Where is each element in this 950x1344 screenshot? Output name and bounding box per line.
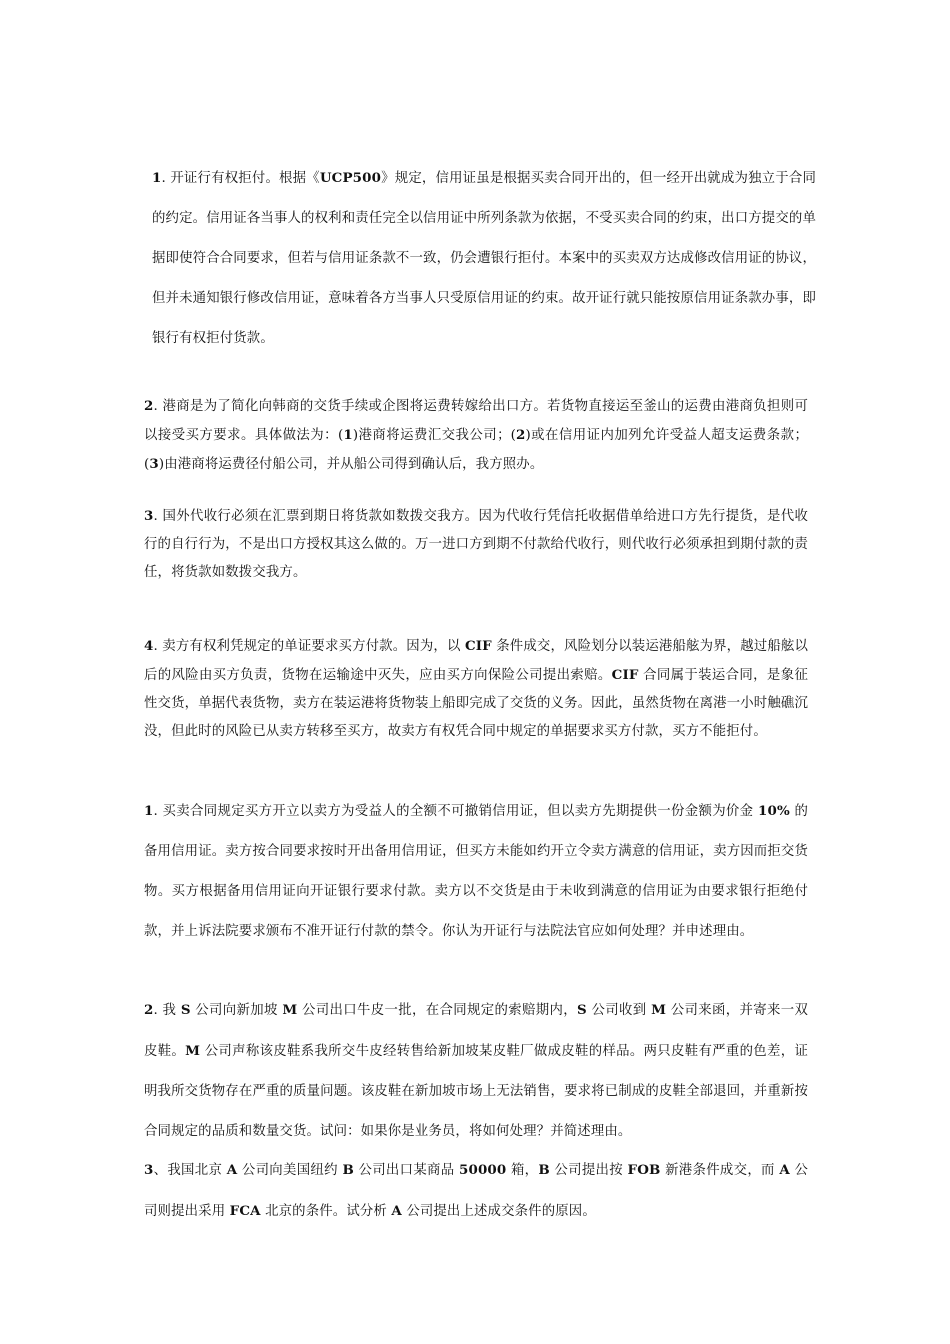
paragraph-question-1 xyxy=(144,791,808,952)
bold-text-run: 1 xyxy=(152,170,162,186)
bold-text-run: 1 xyxy=(144,803,154,819)
text-run: 公司提出按 xyxy=(549,1163,628,1178)
bold-text-run: A xyxy=(779,1162,790,1178)
bold-text-run: 3 xyxy=(149,456,159,472)
text-run: 、我国北京 xyxy=(153,1163,227,1178)
text-run: 公司则提出采用 xyxy=(144,1163,808,1219)
bold-text-run: M xyxy=(185,1043,201,1059)
text-run: 合同属于装运合同，是象征性交货，单据代表货物，卖方在装运港将货物装上船即完成了交货的义务。因此，虽然货物在离港一小时触礁沉没，但此时的风险已从卖方转移至买方，故卖方有权凭合同中规定的单据要求买方付款，买方不能拒付。 xyxy=(144,668,808,739)
paragraph-answer-1 xyxy=(144,158,816,359)
text-run: )或在信用证内加列允许受益人超支运费条款；( xyxy=(144,428,808,472)
bold-text-run: 3 xyxy=(144,1162,154,1178)
text-run: . 国外代收行必须在汇票到期日将货款如数拨交我方。因为代收行凭信托收据借单给进口方先行提货，是代收行的自行行为，不是出口方授权其这么做的。万一进口方到期不付款给代收行，则代收行必须承担到期付款的责任，将货款如数拨交我方。 xyxy=(144,509,808,580)
text-run: . 买卖合同规定买方开立以卖方为受益人的全额不可撤销信用证，但以卖方先期提供一份金额为价金 xyxy=(153,804,759,819)
bold-text-run: B xyxy=(342,1162,354,1178)
bold-text-run: 50000 xyxy=(459,1162,507,1178)
text-run: 的备用信用证。卖方按合同要求按时开出备用信用证，但买方未能如约开立令卖方满意的信用证，卖方因而拒交货物。买方根据备用信用证向开证银行要求付款。卖方以不交货是由于未收到满意的信用证为由要求银行拒绝付款，并上诉法院要求颁布不准开证行付款的禁令。你认为开证行与法院法官应如何处理？并申述理由。 xyxy=(144,804,808,939)
text-run: )港商将运费汇交我公司；( xyxy=(352,428,517,443)
bold-text-run: CIF xyxy=(464,638,492,654)
paragraph-answer-2 xyxy=(144,392,808,479)
bold-text-run: S xyxy=(180,1002,191,1018)
text-run: 公司收到 xyxy=(586,1003,652,1018)
bold-text-run: M xyxy=(651,1002,667,1018)
paragraph-answer-4 xyxy=(144,632,808,746)
text-run: 箱， xyxy=(506,1163,539,1178)
paragraph-question-2 xyxy=(144,990,808,1152)
bold-text-run: M xyxy=(282,1002,298,1018)
text-run: 公司来函，并寄来一双皮鞋。 xyxy=(144,1003,808,1059)
text-run: 北京的条件。试分析 xyxy=(260,1204,392,1219)
paragraph-question-3 xyxy=(144,1150,808,1232)
bold-text-run: A xyxy=(226,1162,238,1178)
text-run: 公司向美国纽约 xyxy=(237,1163,343,1178)
paragraph-answer-3 xyxy=(144,502,808,587)
text-run: . 开证行有权拒付。根据《 xyxy=(161,171,320,186)
bold-text-run: S xyxy=(577,1002,587,1018)
bold-text-run: 3 xyxy=(144,508,154,524)
bold-text-run: 2 xyxy=(144,398,154,414)
text-run: . 我 xyxy=(153,1003,181,1018)
bold-text-run: 10% xyxy=(758,803,790,819)
bold-text-run: FOB xyxy=(627,1162,661,1178)
text-run: 》规定，信用证虽是根据买卖合同开出的，但一经开出就成为独立于合同的约定。信用证各当事人的权利和责任完全以信用证中所列条款为依据，不受买卖合同的约束，出口方提交的单据即使符合合同要求，但若与信用证条款不一致，仍会遭银行拒付。本案中的买卖双方达成修改信用证的协议，但并未通知银行修改信用证，意味着各方当事人只受原信用证的约束。故开证行就只能按原信用证条款办事，即银行有权拒付货款。 xyxy=(152,171,816,346)
text-run: 公司出口某商品 xyxy=(353,1163,460,1178)
bold-text-run: UCP500 xyxy=(319,170,382,186)
text-run: 公司向新加坡 xyxy=(190,1003,283,1018)
text-run: . 港商是为了简化向韩商的交货手续或企图将运费转嫁给出口方。若货物直接运至釜山的运费由港商负担则可以接受买方要求。具体做法为：( xyxy=(144,399,808,443)
bold-text-run: FCA xyxy=(229,1203,261,1219)
text-run: 新港条件成交，而 xyxy=(660,1163,780,1178)
bold-text-run: 4 xyxy=(144,638,154,654)
text-run: 公司声称该皮鞋系我所交牛皮经转售给新加坡某皮鞋厂做成皮鞋的样品。两只皮鞋有严重的色差，证明我所交货物存在严重的质量问题。该皮鞋在新加坡市场上无法销售，要求将已制成的皮鞋全部退回，并重新按合同规定的品质和数量交货。试问：如果你是业务员，将如何处理？并简述理由。 xyxy=(144,1044,808,1139)
bold-text-run: 2 xyxy=(144,1002,154,1018)
bold-text-run: B xyxy=(538,1162,550,1178)
bold-text-run: A xyxy=(391,1203,402,1219)
text-run: )由港商将运费径付船公司，并从船公司得到确认后，我方照办。 xyxy=(158,457,544,472)
text-run: 条件成交，风险划分以装运港船舷为界，越过船舷以后的风险由买方负责，货物在运输途中灭失，应由买方向保险公司提出索赔。 xyxy=(144,639,808,683)
text-run: 公司提出上述成交条件的原因。 xyxy=(401,1204,596,1219)
bold-text-run: CIF xyxy=(611,667,639,683)
text-run: . 卖方有权利凭规定的单证要求买方付款。因为，以 xyxy=(153,639,465,654)
bold-text-run: 2 xyxy=(516,427,526,443)
bold-text-run: 1 xyxy=(343,427,353,443)
text-run: 公司出口牛皮一批，在合同规定的索赔期内， xyxy=(297,1003,578,1018)
